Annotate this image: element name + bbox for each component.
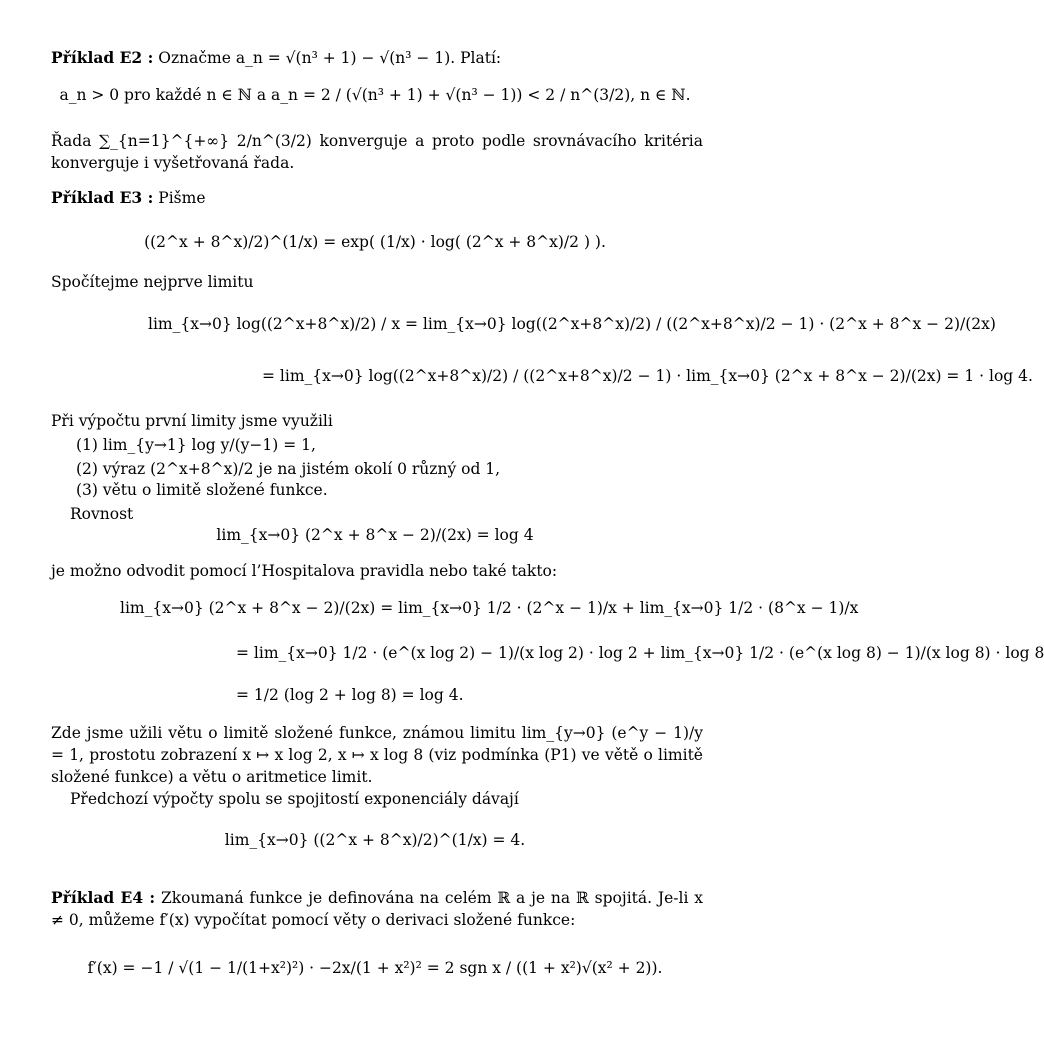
example-e2-title: Příklad E2 :	[51, 48, 154, 67]
example-e3-title: Příklad E3 :	[51, 188, 154, 207]
example-e3-explanation: Zde jsme užili větu o limitě složené funkce, známou limitu lim_{y→0} (e^y − 1)/y = 1, prostotu zobrazení x ↦ x log 2, x ↦ x log 8 (viz podmínka (P1) ve větě o limitě složené funkce) a větu o aritmetice limit.	[51, 724, 703, 786]
example-e3-compute-intro: Spočítejme nejprve limitu	[51, 273, 254, 291]
used-item-1: (1) lim_{y→1} log y/(y−1) = 1,	[76, 436, 316, 454]
example-e3-equality-intro: Rovnost	[70, 505, 134, 523]
used-item-3: (3) větu o limitě složené funkce.	[76, 481, 328, 499]
example-e4-intro-text: Zkoumaná funkce je definována na celém ℝ a je na ℝ spojitá. Je-li x ≠ 0, můžeme f′(x) vypočítat pomocí věty o derivaci složené funkce:	[51, 889, 703, 929]
example-e3-display-2-line-2: = lim_{x→0} log((2^x+8^x)/2) / ((2^x+8^x)/2 − 1) · lim_{x→0} (2^x + 8^x − 2)/(2x) = 1 · log 4.	[262, 367, 1033, 385]
example-e3-used-intro: Při výpočtu první limity jsme využili	[51, 412, 333, 430]
example-e3-display-4-line-2: = lim_{x→0} 1/2 · (e^(x log 2) − 1)/(x log 2) · log 2 + lim_{x→0} 1/2 · (e^(x log 8) − 1)/(x log 8) · log 8	[236, 644, 1044, 662]
example-e3-display-4-line-1: lim_{x→0} (2^x + 8^x − 2)/(2x) = lim_{x→0} 1/2 · (2^x − 1)/x + lim_{x→0} 1/2 · (8^x − 1)/x	[120, 599, 859, 617]
example-e3-hospital-text: je možno odvodit pomocí l’Hospitalova pravidla nebo také takto:	[51, 562, 558, 580]
example-e4-display: f′(x) = −1 / √(1 − 1/(1+x²)²) · −2x/(1 + x²)² = 2 sgn x / ((1 + x²)√(x² + 2)).	[87, 959, 663, 977]
example-e4-intro	[51, 887, 703, 931]
example-e2-display: a_n > 0 pro každé n ∈ ℕ a a_n = 2 / (√(n³ + 1) + √(n³ − 1)) < 2 / n^(3/2), n ∈ ℕ.	[59, 86, 691, 104]
example-e4-title: Příklad E4 :	[51, 888, 156, 907]
example-e3-display-3: lim_{x→0} (2^x + 8^x − 2)/(2x) = log 4	[216, 526, 534, 544]
example-e2-intro	[51, 47, 703, 69]
used-item-2: (2) výraz (2^x+8^x)/2 je na jistém okolí 0 různý od 1,	[76, 460, 501, 478]
example-e3-display-2-line-1: lim_{x→0} log((2^x+8^x)/2) / x = lim_{x→0} log((2^x+8^x)/2) / ((2^x+8^x)/2 − 1) · (2^x + 8^x − 2)/(2x)	[148, 315, 996, 333]
example-e3-display-1: ((2^x + 8^x)/2)^(1/x) = exp( (1/x) · log( (2^x + 8^x)/2 ) ).	[144, 233, 606, 251]
example-e2-conclusion: Řada ∑_{n=1}^{+∞} 2/n^(3/2) konverguje a proto podle srovnávacího kritéria konverguje i vyšetřovaná řada.	[51, 132, 703, 172]
example-e2-intro-text: Označme a_n = √(n³ + 1) − √(n³ − 1). Platí:	[158, 49, 502, 67]
example-e3-display-4-line-3: = 1/2 (log 2 + log 8) = log 4.	[236, 686, 464, 704]
example-e3-previous: Předchozí výpočty spolu se spojitostí exponenciály dávají	[70, 790, 519, 808]
example-e3-intro	[51, 187, 703, 209]
example-e3-display-5: lim_{x→0} ((2^x + 8^x)/2)^(1/x) = 4.	[224, 831, 526, 849]
example-e3-intro-text: Pišme	[158, 189, 206, 207]
